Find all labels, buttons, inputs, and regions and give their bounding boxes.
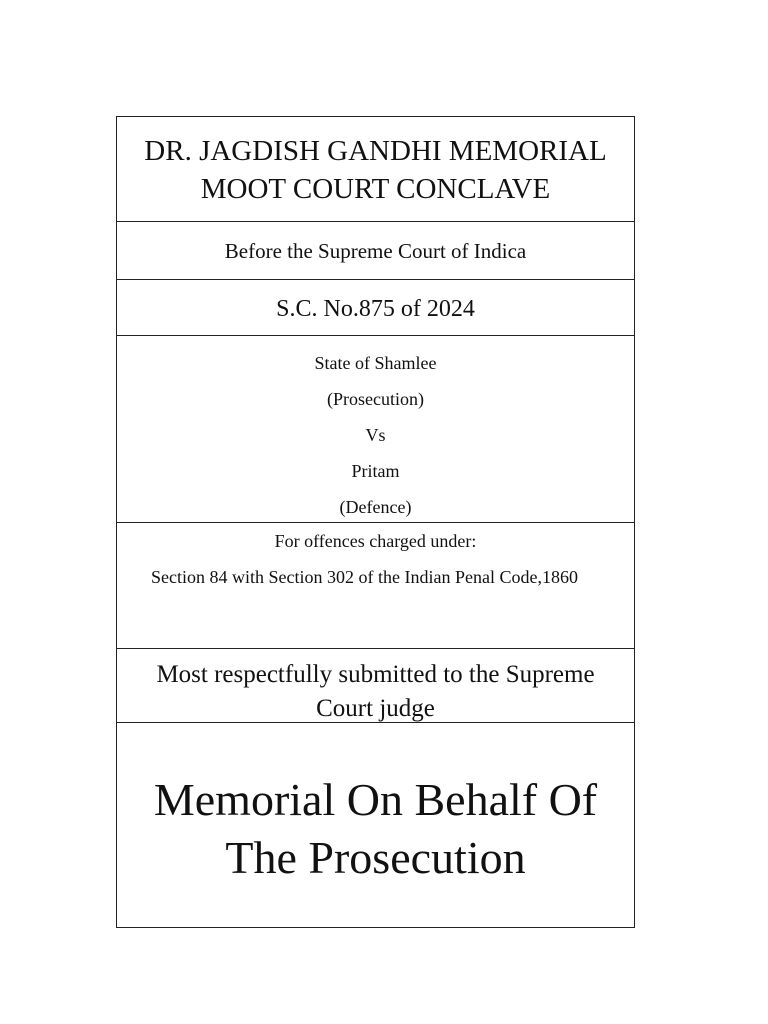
conclave-title (117, 132, 634, 208)
petitioner-role: (Prosecution) (327, 389, 424, 409)
respondent-name: Pritam (351, 461, 400, 481)
conclave-title-cell (117, 117, 634, 222)
case-number: S.C. No.875 of 2024 (276, 296, 475, 322)
memorial-title (117, 771, 634, 887)
submission-line-2: Court judge (316, 695, 435, 722)
conclave-title-line-1: DR. JAGDISH GANDHI MEMORIAL (144, 135, 607, 167)
court-cell (117, 222, 634, 280)
memorial-title-line-2: The Prosecution (225, 832, 526, 883)
court-name: Before the Supreme Court of Indica (224, 239, 527, 263)
offences-cell (117, 523, 634, 649)
case-number-cell (117, 280, 634, 336)
versus-label: Vs (365, 425, 386, 445)
memorial-cell (117, 723, 634, 929)
parties-cell (117, 336, 634, 523)
submission-text (125, 658, 626, 726)
parties-block (117, 345, 634, 525)
offences-heading: For offences charged under: (274, 531, 477, 551)
memorial-title-line-1: Memorial On Behalf Of (153, 774, 598, 825)
offences-section: Section 84 with Section 302 of the Indian Penal Code,1860 (151, 567, 578, 587)
conclave-title-line-2: MOOT COURT CONCLAVE (200, 173, 551, 205)
petitioner-name: State of Shamlee (314, 353, 437, 373)
respondent-role: (Defence) (339, 497, 412, 517)
submission-line-1: Most respectfully submitted to the Supreme (156, 661, 595, 688)
submission-cell (117, 649, 634, 723)
cover-page-frame (116, 116, 635, 928)
